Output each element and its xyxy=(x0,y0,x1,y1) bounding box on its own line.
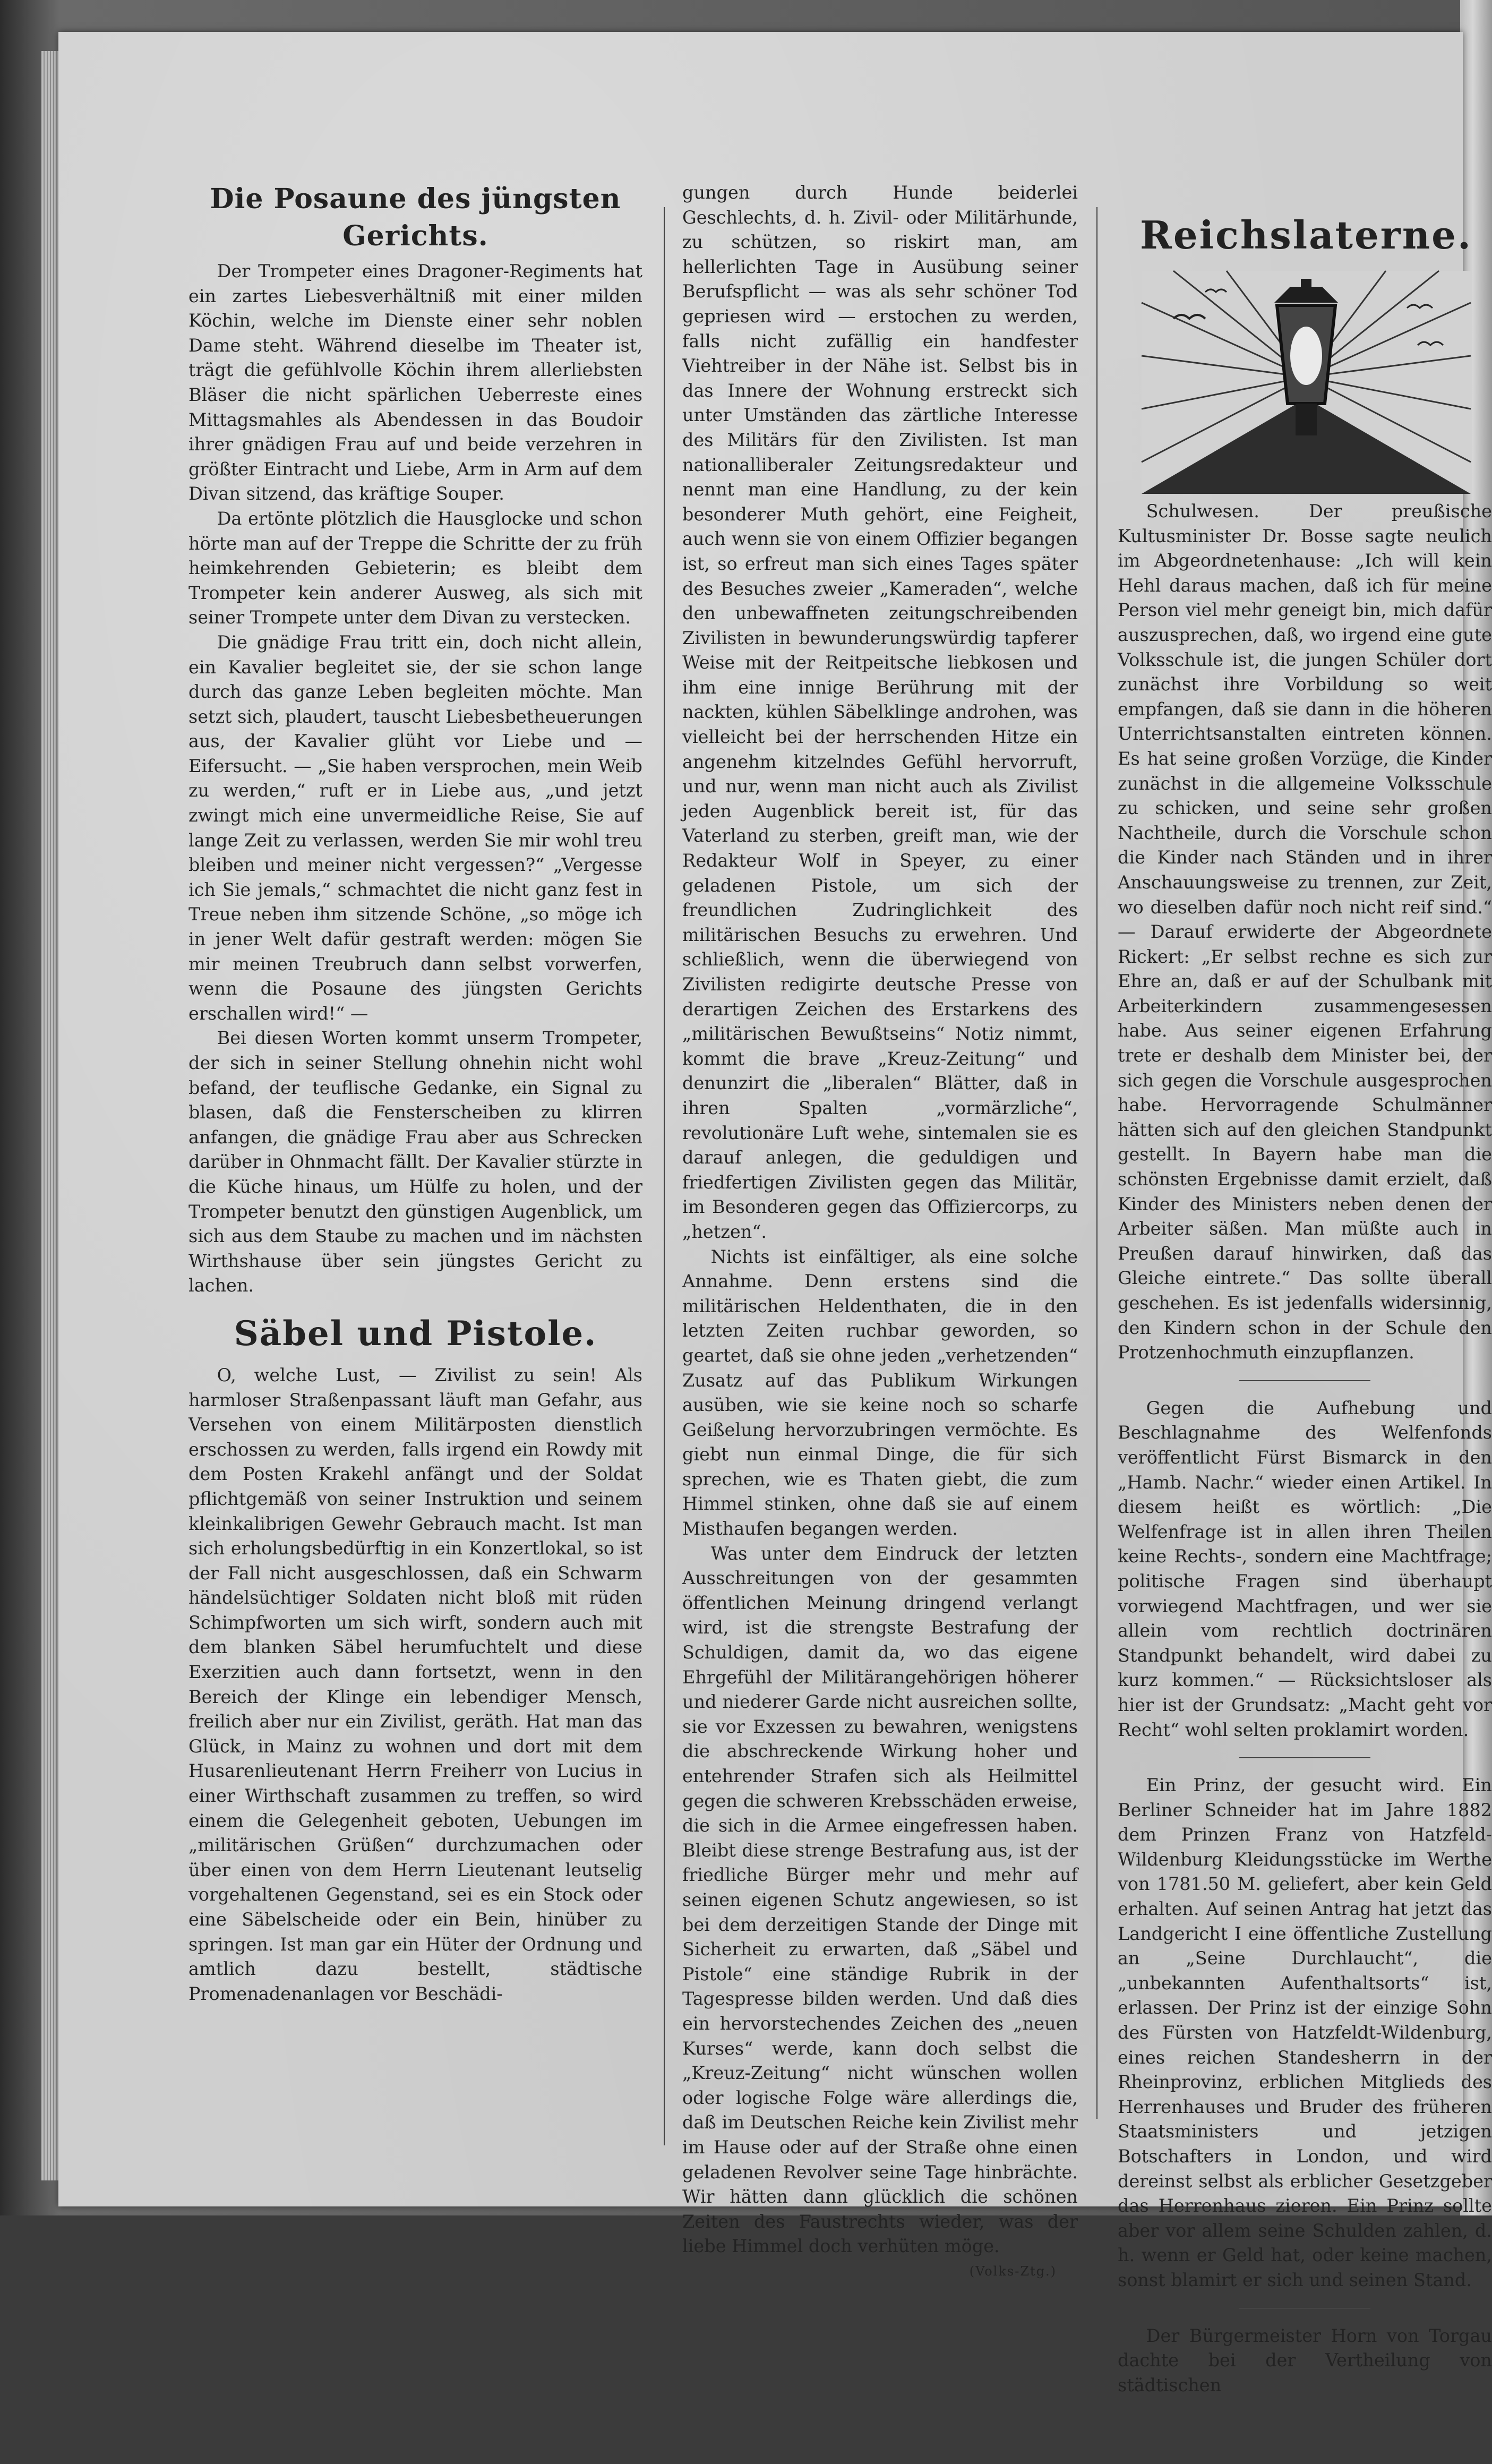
lantern-illustration xyxy=(1142,271,1471,494)
paragraph: Was unter dem Eindruck der letzten Ausschreitungen von der gesammten öffentlichen Meinung dringend verlangt wird, ist die strengste Bestrafung der Schuldigen, damit da, wo das eigene Ehrgefühl der Militärangehörigen höherer und niederer Garde nicht ausreichen sollte, sie vor Exzessen zu bewahren, wenigstens die abschreckende Wirkung hoher und entehrender Strafen sich als Heilmittel gegen die schweren Krebsschäden erweise, die sich in die Armee eingefressen haben. Bleibt diese strenge Bestrafung aus, ist der friedliche Bürger mehr und mehr auf seinen eigenen Schutz angewiesen, so ist bei dem derzeitigen Stande der Dinge mit Sicherheit zu erwarten, daß „Säbel und Pistole“ eine ständige Rubrik in der Tagespresse bilden werden. Und daß dies ein hervorstechendes Zeichen des „neuen Kurses“ werde, kann doch selbst die „Kreuz-Zeitung“ nicht wünschen wollen oder logische Folge wäre allerdings die, daß im Deutschen Reiche kein Zivilist mehr im Hause oder auf der Straße ohne einen geladenen Revolver seine Tage hinbrächte. Wir hätten dann glücklich die schönen Zeiten des Faustrechts wieder, was der liebe Himmel doch verhüten möge. xyxy=(682,1543,1078,2257)
section-masthead: Reichslaterne. xyxy=(1140,212,1472,258)
paragraph: Gegen die Aufhebung und Beschlagnahme des Welfenfonds veröffentlicht Fürst Bismarck in den „Hamb. Nachr.“ wieder einen Artikel. In diesem heißt es wörtlich: „Die Welfenfrage ist in allen ihren Theilen keine Rechts-, sondern eine Machtfrage; politische Fragen sind überhaupt vorwiegend Machtfragen, und wer sie allein vom rechtlich doctrinären Standpunkt behandelt, wird dabei zu kurz kommen.“ — Rücksichtsloser als hier ist der Grundsatz: „Macht geht vor Recht“ wohl selten proklamirt worden. xyxy=(1118,1397,1492,1740)
paragraph: Bei diesen Worten kommt unserm Trompeter, der sich in seiner Stellung ohnehin nicht wohl befand, der teuflische Gedanke, ein Signal zu blasen, daß die Fensterscheiben zu klirren anfangen, die gnädige Frau aber aus Schrecken darüber in Ohnmacht fällt. Der Kavalier stürzte in die Küche hinaus, um Hülfe zu holen, und der Trompeter benutzt den günstigen Augenblick, um sich aus dem Staube zu machen und im nächsten Wirthshause über sein jüngstes Gericht zu lachen. xyxy=(188,1028,642,1296)
source-credit: (Volks-Ztg.) xyxy=(969,2263,1057,2279)
article-title-posaune: Die Posaune des jüngsten Gerichts. xyxy=(210,183,621,252)
column-right xyxy=(1118,499,1492,2464)
separator xyxy=(1239,2308,1370,2309)
paragraph: Ein Prinz, der gesucht wird. Ein Berliner Schneider hat im Jahre 1882 dem Prinzen Franz von Hatzfeld-Wildenburg Kleidungsstücke im Werthe von 1781.50 M. geliefert, aber kein Geld erhalten. Auf seinen Antrag hat jetzt das Landgericht I eine öffentliche Zustellung an „Seine Durchlaucht“, die „unbekannten Aufenthaltsorts“ ist, erlassen. Der Prinz ist der einzige Sohn des Fürsten von Hatzfeldt-Wildenburg, eines reichen Standesherrn in der Rheinprovinz, erblichen Mitglieds des Herrenhauses und Bruder des früheren Staatsministers und jetzigen Botschafters in London, und wird dereinst selbst als erblicher Gesetzgeber das Herrenhaus zieren. Ein Prinz sollte aber vor allem seine Schulden zahlen, d. h. wenn er Geld hat, oder keine machen, sonst blamirt er sich und seinen Stand. xyxy=(1118,1775,1492,2290)
paragraph: O, welche Lust, — Zivilist zu sein! Als harmloser Straßenpassant läuft man Gefahr, aus Versehen von einem Militärposten dienstlich erschossen zu werden, falls irgend ein Rowdy mit dem Posten Krakehl anfängt und der Soldat pflichtgemäß von seiner Instruktion und seinem kleinkalibrigen Gewehr Gebrauch macht. Ist man sich erholungsbedürftig in ein Konzertlokal, so ist der Fall nicht ausgeschlossen, daß ein Schwarm händelsüchtiger Soldaten nicht bloß mit rüden Schimpfworten um sich wirft, sondern auch mit dem blanken Säbel herumfuchtelt und diese Exerzitien auch dann fortsetzt, wenn in den Bereich der Klinge ein lebendiger Mensch, freilich aber nur ein Zivilist, geräth. Hat man das Glück, in Mainz zu wohnen und dort mit dem Husarenlieutenant Herrn Freiherr von Lucius in einer Wirthschaft zusammen zu treffen, so wird einem die Gelegenheit geboten, Uebungen im „militärischen Grüßen“ durchzumachen oder über einen von dem Herrn Lieutenant leutselig vorgehaltenen Gegenstand, sei es ein Stock oder eine Säbelscheide oder ein Bein, hinüber zu springen. Ist man gar ein Hüter der Ordnung und amtlich dazu bestellt, städtische Promenadenanlagen vor Beschädi- xyxy=(188,1364,642,2004)
column-rule xyxy=(664,207,665,2145)
separator xyxy=(1239,1380,1370,1381)
paragraph: gungen durch Hunde beiderlei Geschlechts, d. h. Zivil- oder Militärhunde, zu schützen, so riskirt man, am hellerlichten Tage in Ausübung seiner Berufspflicht — was als sehr schöner Tod gepriesen wird — erstochen zu werden, falls nicht zufällig ein handfester Viehtreiber in der Nähe ist. Selbst bis in das Innere der Wohnung erstreckt sich unter Umständen das zärtliche Interesse des Militärs für den Zivilisten. Ist man nationalliberaler Zeitungsredakteur und nennt man eine Handlung, zu der kein besonderer Muth gehört, eine Feigheit, auch wenn sie von einem Offizier begangen ist, so erfreut man sich eines Tages später des Besuches zweier „Kameraden“, welche den unbewaffneten zeitungschreibenden Zivilisten in bewunderungswürdig tapferer Weise mit der Reitpeitsche liebkosen und ihm eine innige Berührung mit der nackten, kühlen Säbelklinge androhen, was vielleicht bei der herrschenden Hitze ein angenehm kitzelndes Gefühl hervorruft, und nur, wenn man nicht auch als Zivilist jeden Augenblick bereit ist, für das Vaterland zu sterben, greift man, wie der Redakteur Wolf in Speyer, zu einer geladenen Pistole, um sich der freundlichen Zudringlichkeit des militärischen Besuchs zu erwehren. Und schließlich, wenn die überwiegend von Zivilisten redigirte deutsche Presse von derartigen Zeichen des Erstarkens des „militärischen Bewußtseins“ Notiz nimmt, kommt die brave „Kreuz-Zeitung“ und denunzirt die „liberalen“ Blätter, daß in ihren Spalten „vormärzliche“, revolutionäre Luft wehe, sintemalen sie es darauf anlegen, die geduldigen und friedfertigen Zivilisten gegen das Militär, im Besonderen gegen das Offiziercorps, zu „hetzen“. xyxy=(682,182,1078,1242)
paragraph: Der Trompeter eines Dragoner-Regiments hat ein zartes Liebesverhältniß mit einer milden Köchin, welche im Dienste einer sehr noblen Dame steht. Während dieselbe im Theater ist, trägt die gefühlvolle Köchin ihrem allerliebsten Bläser die nicht spärlichen Ueberreste eines Mittagsmahles als Abendessen in das Boudoir ihrer gnädigen Frau auf und beide verzehren in größter Eintracht und Liebe, Arm in Arm auf dem Divan sitzend, das kräftige Souper. xyxy=(188,261,642,504)
paragraph: Da ertönte plötzlich die Hausglocke und schon hörte man auf der Treppe die Schritte der zu früh heimkehrenden Gebieterin; es bleibt dem Trompeter kein anderer Ausweg, als sich mit seiner Trompete unter dem Divan zu verstecken. xyxy=(188,508,642,628)
paragraph: Nichts ist einfältiger, als eine solche Annahme. Denn erstens sind die militärischen Heldenthaten, die in den letzten Zeiten ruchbar geworden, so geartet, daß sie ohne jeden „verhetzenden“ Zusatz auf das Publikum Wirkungen ausüben, wie sie keine noch so scharfe Geißelung hervorzubringen vermöchte. Es giebt nun einmal Dinge, die für sich sprechen, wie es Thaten giebt, die zum Himmel stinken, ohne daß sie auf einem Misthaufen begangen werden. xyxy=(682,1246,1078,1539)
paragraph: Der Bürgermeister Horn von Torgau dachte bei der Vertheilung von städtischen xyxy=(1118,2325,1492,2395)
paragraph: Schulwesen. Der preußische Kultusminister Dr. Bosse sagte neulich im Abgeordnetenhause: „Ich will kein Hehl daraus machen, daß ich für meine Person viel mehr geneigt bin, mich dafür auszusprechen, daß, wo irgend eine gute Volksschule ist, die jungen Schüler dort zunächst ihre Vorbildung so weit empfangen, daß sie dann in die höheren Unterrichtsanstalten eintreten können. Es hat seine großen Vorzüge, die Kinder zunächst in die allgemeine Volksschule zu schicken, und seine sehr großen Nachtheile, durch die Vorschule schon die Kinder nach Ständen und in ihrer Anschauungsweise zu trennen, zur Zeit, wo dieselben dafür noch nicht reif sind.“ — Darauf erwiderte der Abgeordnete Rickert: „Er selbst rechne es sich zur Ehre an, daß er auf der Schulbank mit Arbeiterkindern zusammengesessen habe. Aus seiner eigenen Erfahrung trete er deshalb dem Minister bei, der sich gegen die Vorschule ausgesprochen habe. Hervorragende Schulmänner hätten sich auf den gleichen Standpunkt gestellt. In Bayern habe man die schönsten Ergebnisse damit erzielt, daß Kinder des Ministers neben denen der Arbeiter säßen. Man müßte auch in Preußen darauf hinwirken, daß das Gleiche eintrete.“ Das sollte überall geschehen. Es ist jedenfalls widersinnig, den Kindern schon in der Schule den Protzenhochmuth einzupflanzen. xyxy=(1118,501,1492,1363)
column-left xyxy=(188,181,642,2145)
column-middle xyxy=(682,181,1078,2279)
column-rule xyxy=(1096,207,1097,2119)
paragraph: Die gnädige Frau tritt ein, doch nicht allein, ein Kavalier begleitet sie, der sie schon lange durch das ganze Leben begleiten möchte. Man setzt sich, plaudert, tauscht Liebesbetheuerungen aus, der Kavalier glüht vor Liebe und — Eifersucht. — „Sie haben versprochen, mein Weib zu werden,“ ruft er in Liebe aus, „und jetzt zwingt mich eine unvermeidliche Reise, Sie auf lange Zeit zu verlassen, werden Sie mir wohl treu bleiben und meiner nicht vergessen?“ „Vergesse ich Sie jemals,“ schmachtet die nicht ganz fest in Treue neben ihm sitzende Schöne, „so möge ich in jener Welt dafür gestraft werden: mögen Sie mir meinen Treubruch dann selbst vorwerfen, wenn die Posaune des jüngsten Gerichts erschallen wird!“ — xyxy=(188,631,642,1024)
separator xyxy=(1239,1757,1370,1758)
lantern-post xyxy=(1296,404,1317,435)
lantern-flame xyxy=(1290,327,1322,385)
article-title-saebel: Säbel und Pistole. xyxy=(234,1313,597,1354)
newspaper-page xyxy=(58,32,1492,2395)
